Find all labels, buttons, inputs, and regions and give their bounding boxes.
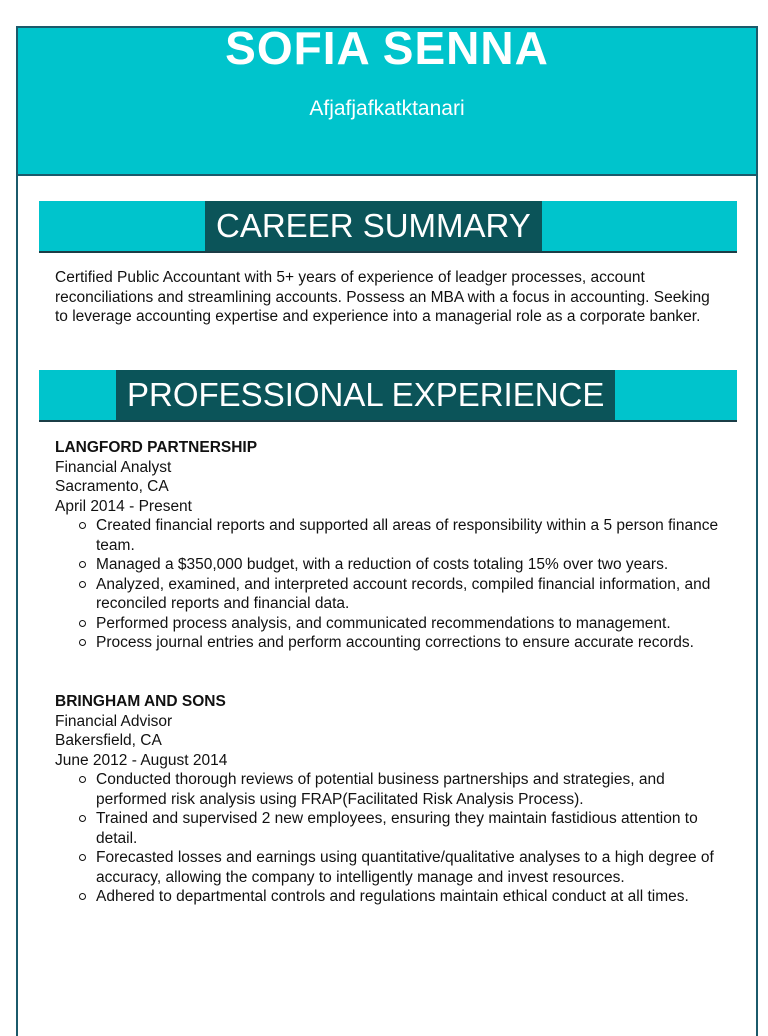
job-role: Financial Analyst — [55, 458, 172, 476]
job-bullet: Managed a $350,000 budget, with a reduction of costs totaling 15% over two years. — [96, 555, 735, 575]
candidate-subtitle: Afjafjafkatktanari — [309, 97, 465, 120]
job-bullet-list — [55, 516, 735, 653]
job-company: LANGFORD PARTNERSHIP — [55, 439, 258, 456]
job-bullet: Conducted thorough reviews of potential business partnerships and strategies, and performed risk analysis using FRAP(Facilitated Risk Analysis Process). — [96, 770, 735, 809]
job-location: Sacramento, CA — [55, 478, 169, 495]
job-bullet: Performed process analysis, and communicated recommendations to management. — [96, 614, 735, 634]
candidate-name: SOFIA SENNA — [225, 22, 549, 74]
job-dates: June 2012 - August 2014 — [55, 751, 228, 769]
job-location: Bakersfield, CA — [55, 732, 162, 749]
job-bullet: Adhered to departmental controls and regulations maintain ethical conduct at all times. — [96, 887, 735, 907]
resume-page — [16, 22, 758, 1036]
career-summary-heading: CAREER SUMMARY — [205, 201, 542, 251]
job-role: Financial Advisor — [55, 712, 173, 730]
job-entry — [55, 692, 735, 907]
job-bullet: Forecasted losses and earnings using quantitative/qualitative analyses to a high degree of accuracy, allowing the company to intelligently manage and invest resources. — [96, 848, 735, 887]
career-summary-bar — [39, 201, 737, 253]
job-dates: April 2014 - Present — [55, 497, 192, 515]
career-summary-text: Certified Public Accountant with 5+ years of experience of leadger processes, account reconciliations and streamlining accounts. Possess an MBA with a focus in accounting. Seeking to leverage accounting expertise and experience into a managerial role as a corporate banker. — [55, 269, 710, 325]
job-bullet: Analyzed, examined, and interpreted account records, compiled financial information, and reconciled reports and financial data. — [96, 575, 735, 614]
job-bullet: Trained and supervised 2 new employees, ensuring they maintain fastidious attention to detail. — [96, 809, 735, 848]
experience-bar — [39, 370, 737, 422]
job-bullet: Created financial reports and supported all areas of responsibility within a 5 person finance team. — [96, 516, 735, 555]
job-entry — [55, 438, 735, 653]
resume-header — [18, 22, 756, 176]
job-company: BRINGHAM AND SONS — [55, 693, 226, 710]
experience-heading: PROFESSIONAL EXPERIENCE — [116, 370, 615, 420]
job-bullet: Process journal entries and perform accounting corrections to ensure accurate records. — [96, 633, 735, 653]
job-bullet-list — [55, 770, 735, 907]
